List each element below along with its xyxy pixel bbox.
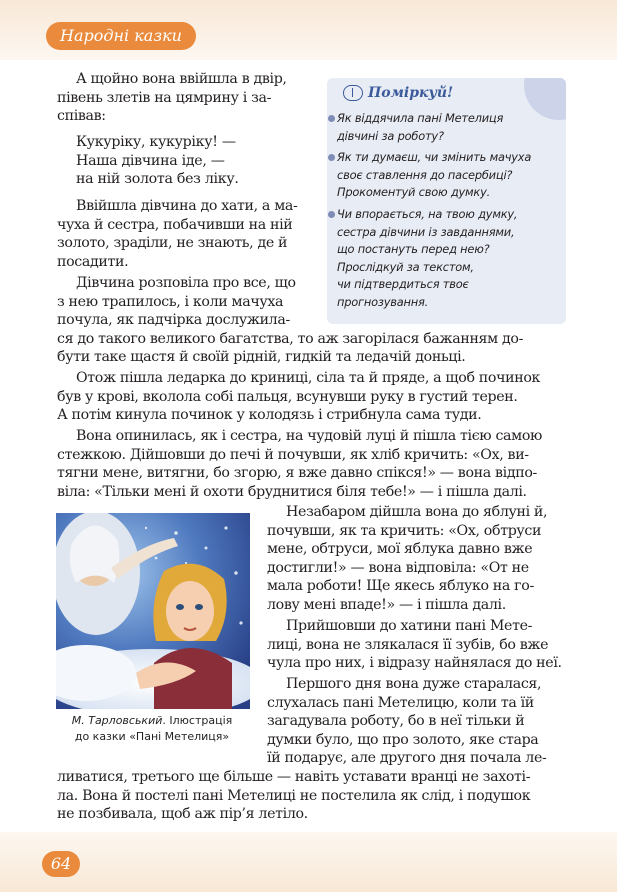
question-item: Чи впорається, на твою думку, сестра дівчини із завданнями, що постануть перед нею? Прослідкуй за текстом, чи підтвердиться твоє прогнозування. [327,206,559,311]
verse-line: Наша дівчина іде, — [76,152,225,169]
story-illustration [56,513,250,709]
think-box-title: Поміркуй! [368,85,454,101]
section-title: Народні казки [46,22,196,50]
text-line: Вона опинилась, як і сестра, на чудовій луці й пішла тією самою [76,428,543,444]
text-line: віла: «Тільки мені й охоти бруднитися біля тебе!» — і пішла далі. [57,483,527,500]
text-line: Незабаром дійшла вона до яблуні й, [286,504,548,520]
book-icon [343,85,363,101]
text-line: мала роботи! Ще якесь яблуко на го- [267,578,534,595]
text-line: з нею трапилось, і коли мачуха [57,293,284,310]
text-line: Отож пішла ледарка до криниці, сіла та й пряде, а щоб починок [76,370,541,386]
text-line: слухалась пані Метелицю, коли та їй [267,694,534,711]
verse-line: на ній золота без ліку. [76,171,239,188]
caption-text: . Ілюстрація [162,714,233,727]
text-line: загадувала роботу, бо в неї тільки й [267,713,525,730]
text-line: був у крові, вколола собі пальця, всунувши руку в густий терен. [57,388,518,405]
question-item: Як ти думаєш, чи змінить мачуха своє ставлення до пасербиці? Прокоментуй свою думку. [327,149,559,202]
bottom-decor-band [0,832,617,892]
text-line: думки було, що про золото, яке стара [267,731,539,748]
page-number: 64 [42,851,80,877]
caption-author: М. Тарловський [71,714,163,727]
text-line: золото, зраділи, не знають, де й [57,235,288,252]
text-line: Першого дня вона дуже старалася, [286,676,542,692]
think-box [327,78,566,324]
text-line: Ввійшла дівчина до хати, а ма- [76,198,298,214]
bullet-icon [328,154,335,161]
text-line: Прийшовши до хатини пані Мете- [286,618,533,634]
verse-line: Кукуріку, кукуріку! — [76,134,236,150]
think-box-header [343,85,453,101]
text-line: їй подарує, але другого дня почала ле- [267,750,547,767]
text-line: почула, як падчірка дослужила- [57,312,290,329]
text-line: лову мені впаде!» — і пішла далі. [267,597,506,613]
illustration-art [56,513,250,709]
text-line: не позбивала, щоб аж пір’я летіло. [57,806,308,823]
text-line: бути таке щастя й своїй рідній, гидкій та ледачій доньці. [57,349,466,366]
text-line: ла. Вона й постелі пані Метелиці не постелила як слід, і подушок [57,787,531,804]
text-line: посадити. [57,253,129,270]
text-line: достигли!» — вона відповіла: «От не [267,559,529,576]
text-line: ливатися, третього ще більше — навіть уставати вранці не захоті- [57,769,531,785]
text-line: співав: [57,108,106,125]
caption-text: до казки «Пані Метелиця» [74,729,230,743]
text-line: почувши, як та кричить: «Ох, обтруси [267,522,542,539]
text-line: тягни мене, витягни, бо згорю, я вже давно спікся!» — вона відпо- [57,465,537,482]
text-line: півень злетів на цямрину і за- [57,89,272,106]
text-line: лиці, вона не злякалася її зубів, бо вже [267,636,549,653]
text-line: чула про них, і відразу найнялася до неї. [267,655,562,672]
text-line: А потім кинула починок у колодязь і стрибнула сама туди. [57,407,482,424]
bullet-icon [328,211,335,218]
text-line: мене, обтруси, мої яблука давно вже [267,541,533,558]
illustration-caption [52,713,252,744]
text-line: ся до такого великого багатства, то аж загорілася бажанням до- [57,330,524,347]
text-line: чуха й сестра, побачивши на ній [57,216,293,233]
question-item: Як віддячила пані Метелиця дівчині за роботу? [327,110,559,145]
text-line: А щойно вона ввійшла в двір, [76,71,287,87]
text-line: стежкою. Дійшовши до печі й почувши, як хліб кричить: «Ох, ви- [57,446,529,463]
bullet-icon [328,115,335,122]
text-line: Дівчина розповіла про все, що [76,275,296,291]
